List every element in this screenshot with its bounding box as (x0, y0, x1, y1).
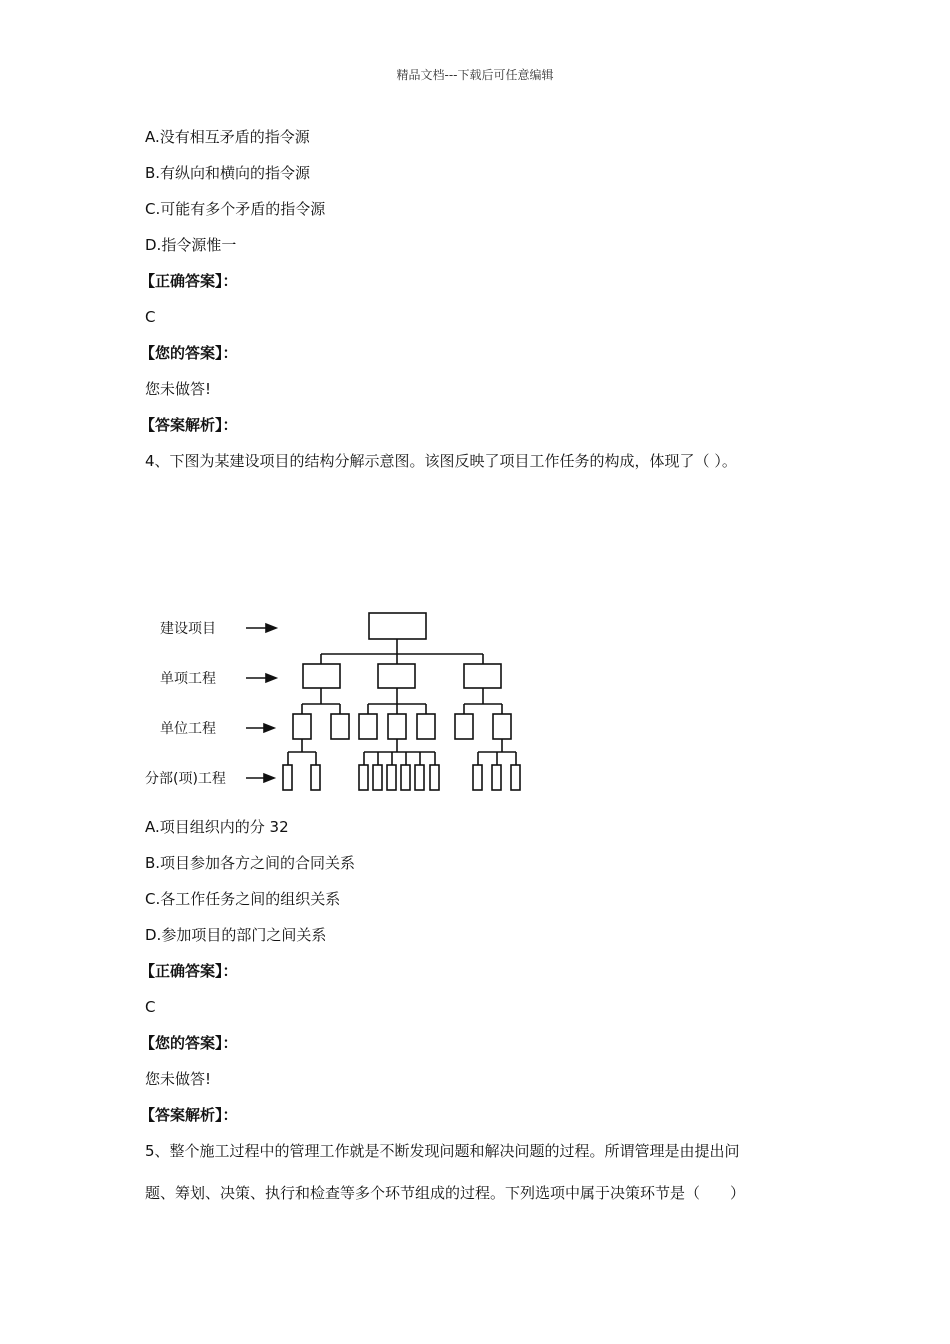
q5-question-line-1: 5、整个施工过程中的管理工作就是不断发现问题和解决问题的过程。所谓管理是由提出问 (145, 1142, 740, 1160)
q4-your-answer-label: 【您的答案】： (140, 1034, 238, 1052)
q4-option-a[interactable]: A.项目组织内的分 32 (145, 818, 289, 836)
diagram-box-unit-7 (493, 714, 511, 739)
q5-question-line-2: 题、筹划、决策、执行和检查等多个环节组成的过程。下列选项中属于决策环节是（ ） (145, 1184, 746, 1202)
q4-option-c[interactable]: C.各工作任务之间的组织关系 (145, 890, 341, 908)
diagram-label-single-item-project: 单项工程 (160, 671, 216, 687)
diagram-box-division-6 (401, 765, 410, 790)
diagram-box-unit-6 (455, 714, 473, 739)
diagram-box-division-2 (311, 765, 320, 790)
diagram-box-construction-project (369, 613, 426, 639)
q4-option-d[interactable]: D.参加项目的部门之间关系 (145, 926, 327, 944)
diagram-label-division-project: 分部(项)工程 (145, 771, 226, 787)
q3-correct-answer-label: 【正确答案】： (140, 272, 238, 290)
q4-correct-answer-value: C (145, 998, 156, 1016)
diagram-box-unit-1 (293, 714, 311, 739)
q3-option-b[interactable]: B.有纵向和横向的指令源 (145, 164, 311, 182)
diagram-box-division-10 (492, 765, 501, 790)
diagram-box-division-1 (283, 765, 292, 790)
diagram-box-unit-3 (359, 714, 377, 739)
arrow-icon (266, 674, 276, 682)
diagram-label-construction-project: 建设项目 (160, 621, 216, 637)
diagram-box-division-4 (373, 765, 382, 790)
diagram-box-division-5 (387, 765, 396, 790)
diagram-box-division-7 (415, 765, 424, 790)
project-structure-diagram (140, 600, 540, 800)
page-header: 精品文档---下载后可任意编辑 (396, 68, 554, 82)
arrow-icon (264, 774, 274, 782)
diagram-box-division-3 (359, 765, 368, 790)
diagram-box-single-item-2 (378, 664, 415, 688)
q3-option-d[interactable]: D.指令源惟一 (145, 236, 237, 254)
arrow-icon (264, 724, 274, 732)
q4-analysis-label: 【答案解析】： (140, 1106, 238, 1124)
q3-option-a[interactable]: A.没有相互矛盾的指令源 (145, 128, 310, 146)
q3-correct-answer-value: C (145, 308, 156, 326)
diagram-box-division-11 (511, 765, 520, 790)
diagram-label-unit-project: 单位工程 (160, 721, 216, 737)
q4-correct-answer-label: 【正确答案】： (140, 962, 238, 980)
diagram-box-single-item-3 (464, 664, 501, 688)
diagram-box-unit-2 (331, 714, 349, 739)
q4-option-b[interactable]: B.项目参加各方之间的合同关系 (145, 854, 356, 872)
arrow-icon (266, 624, 276, 632)
diagram-box-unit-4 (388, 714, 406, 739)
q3-option-c[interactable]: C.可能有多个矛盾的指令源 (145, 200, 326, 218)
diagram-box-unit-5 (417, 714, 435, 739)
q4-question-text: 4、下图为某建设项目的结构分解示意图。该图反映了项目工作任务的构成，体现了（ ）。 (145, 452, 737, 470)
diagram-box-single-item-1 (303, 664, 340, 688)
q3-analysis-label: 【答案解析】： (140, 416, 238, 434)
q4-your-answer-value: 您未做答! (145, 1070, 212, 1088)
q3-your-answer-label: 【您的答案】： (140, 344, 238, 362)
diagram-box-division-8 (430, 765, 439, 790)
diagram-box-division-9 (473, 765, 482, 790)
q3-your-answer-value: 您未做答! (145, 380, 212, 398)
